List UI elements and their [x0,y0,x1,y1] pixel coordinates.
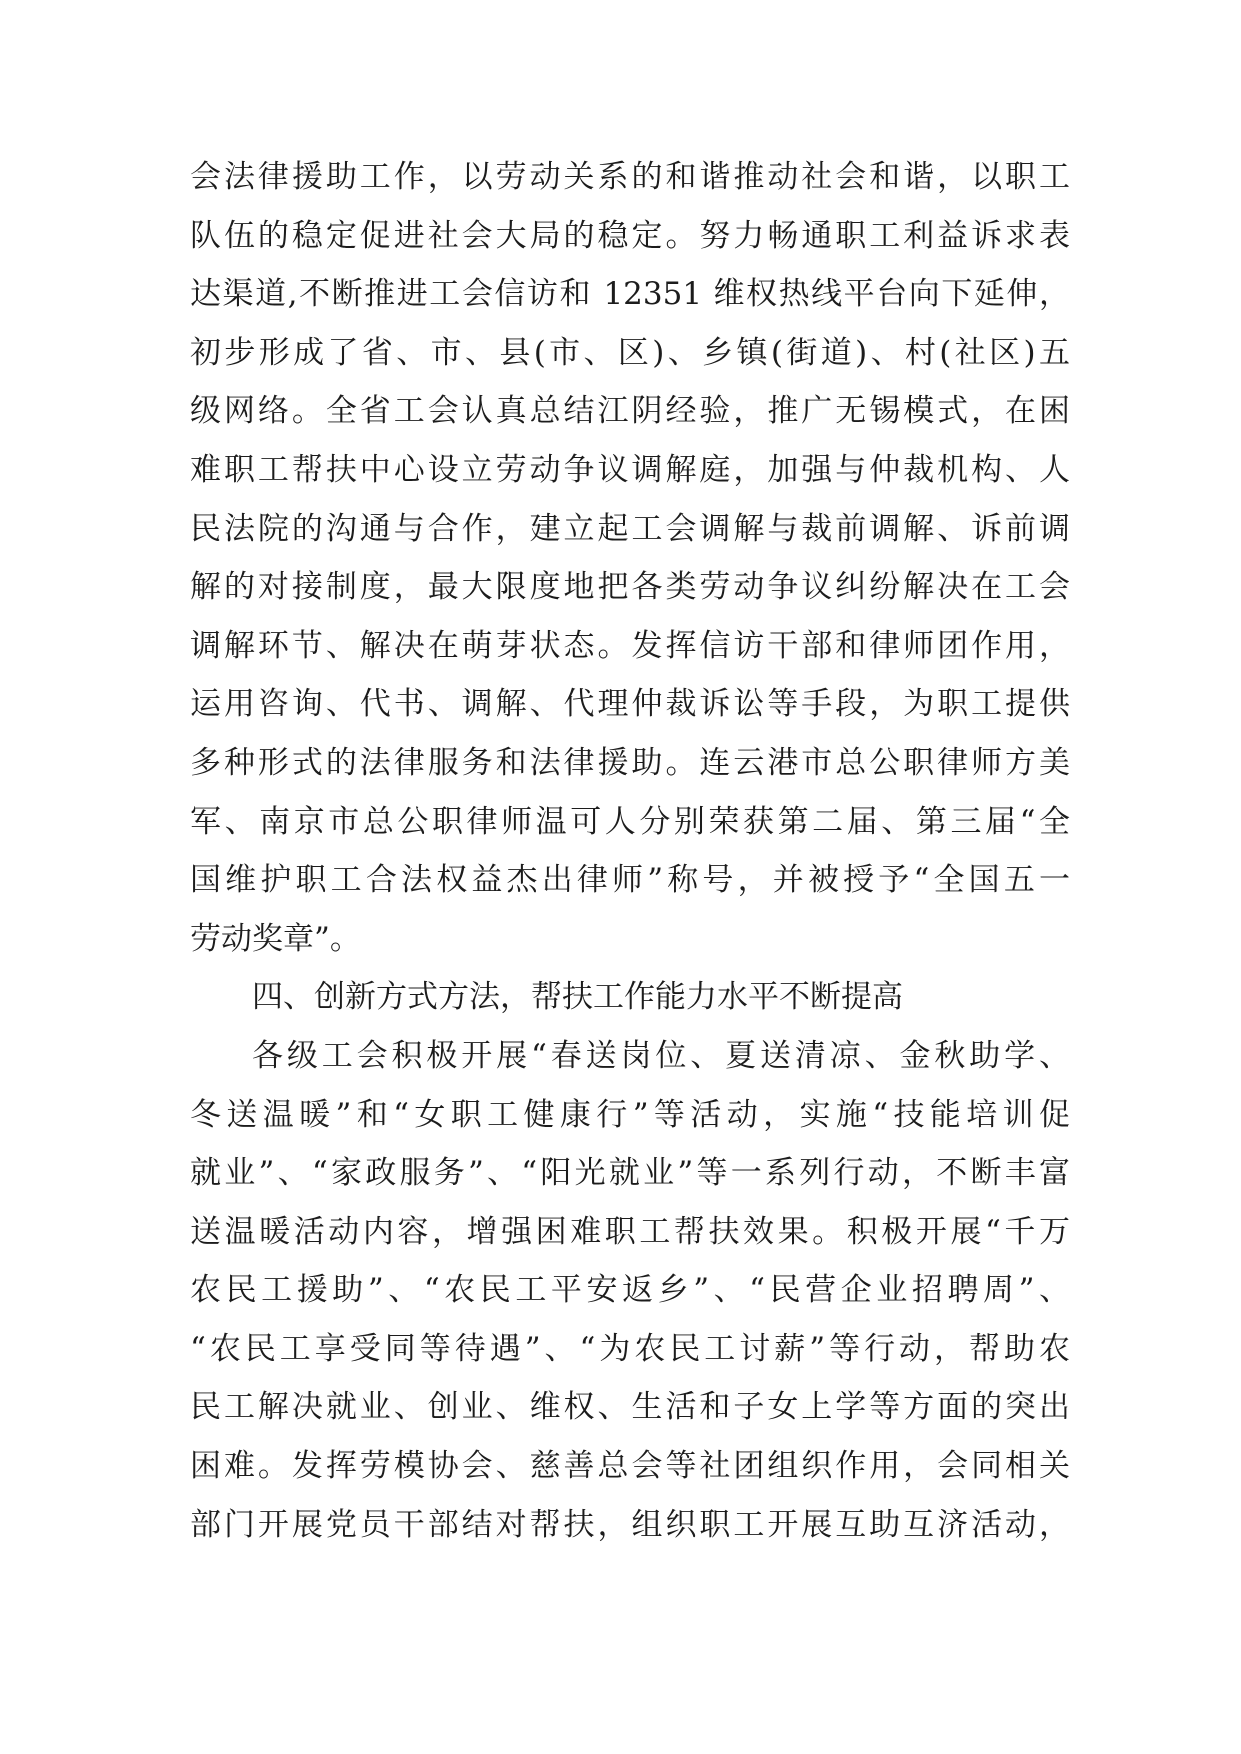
text-line: 队伍的稳定促进社会大局的稳定。努力畅通职工利益诉求表 [190,217,1070,254]
text-line: 劳动奖章”。 [190,920,361,957]
text-line: 多种形式的法律服务和法律援助。连云港市总公职律师方美 [190,744,1070,781]
text-line: 就业”、“家政服务”、“阳光就业”等一系列行动，不断丰富 [190,1155,1070,1192]
paragraph-legal-aid [190,148,1070,968]
text-line: 级网络。全省工会认真总结江阴经验，推广无锡模式，在困 [190,393,1070,430]
text-line: “农民工享受同等待遇”、“为农民工讨薪”等行动，帮助农 [190,1330,1070,1367]
heading-line: 四、创新方式方法，帮扶工作能力水平不断提高 [252,979,903,1016]
text-line: 送温暖活动内容，增强困难职工帮扶效果。积极开展“千万 [190,1213,1070,1250]
paragraph-assistance [190,1027,1070,1554]
text-line: 农民工援助”、“农民工平安返乡”、“民营企业招聘周”、 [190,1272,1070,1309]
text-line: 军、南京市总公职律师温可人分别荣获第二届、第三届“全 [190,803,1070,840]
text-line: 冬送温暖”和“女职工健康行”等活动，实施“技能培训促 [190,1096,1070,1133]
text-line: 会法律援助工作，以劳动关系的和谐推动社会和谐，以职工 [190,159,1070,195]
text-line: 解的对接制度，最大限度地把各类劳动争议纠纷解决在工会 [190,569,1070,606]
text-line: 达渠道,不断推进工会信访和 12351 维权热线平台向下延伸， [190,276,1070,313]
text-line: 困难。发挥劳模协会、慈善总会等社团组织作用，会同相关 [190,1448,1070,1485]
text-line: 部门开展党员干部结对帮扶，组织职工开展互助互济活动， [190,1506,1070,1543]
text-line: 各级工会积极开展“春送岗位、夏送清凉、金秋助学、 [252,1037,1070,1074]
text-line: 民工解决就业、创业、维权、生活和子女上学等方面的突出 [190,1389,1070,1426]
text-line: 难职工帮扶中心设立劳动争议调解庭，加强与仲裁机构、人 [190,451,1070,488]
text-line: 运用咨询、代书、调解、代理仲裁诉讼等手段，为职工提供 [190,686,1070,723]
body-text [190,148,1070,1554]
text-line: 民法院的沟通与合作，建立起工会调解与裁前调解、诉前调 [190,510,1070,547]
text-line: 国维护职工合法权益杰出律师”称号，并被授予“全国五一 [190,862,1070,899]
text-line: 初步形成了省、市、县(市、区)、乡镇(街道)、村(社区)五 [190,334,1070,371]
section-heading [190,968,1070,1027]
text-line: 调解环节、解决在萌芽状态。发挥信访干部和律师团作用， [190,627,1070,664]
